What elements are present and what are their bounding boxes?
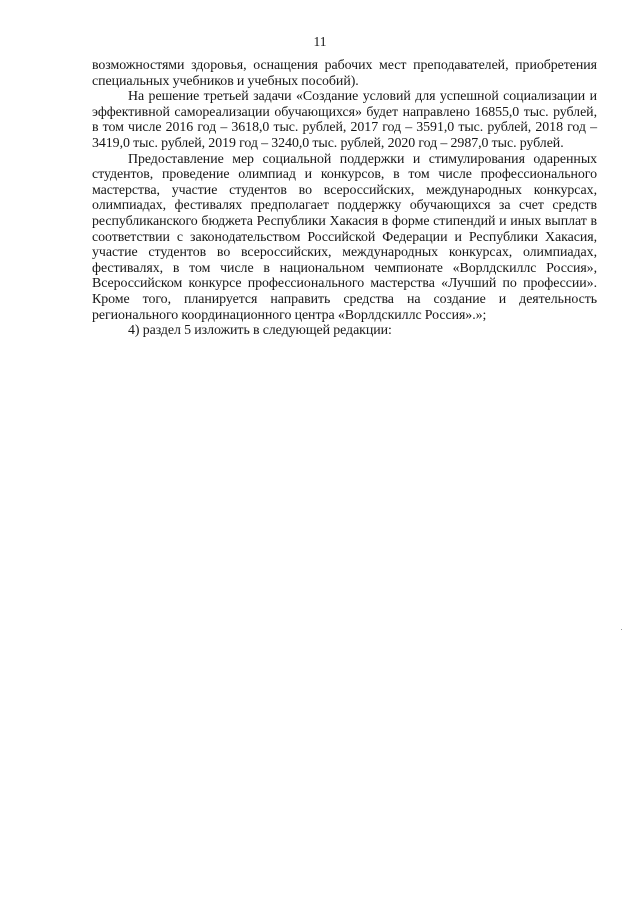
paragraph-section-5-amendment: 4) раздел 5 изложить в следующей редакции: [128,323,392,339]
scan-speck [621,629,622,630]
paragraph-student-support: Предоставление мер социальной поддержки и стимулирования одаренных студентов, проведение олимпиад и конкурсов, в том числе профессионального мастерства, участие студентов во всероссийских, международных конкурсах, олимпиадах, фестивалях предполагает поддержку обучающихся за счет средств республиканского бюджета Республики Хакасия в форме стипендий и иных выплат в соответствии с законодательством Российской Федерации и Республики Хакасия, участие студентов во всероссийских, международных конкурсах, олимпиадах, фестивалях, в том числе в национальном чемпионате «Ворлдскиллс Россия», Всероссийском конкурсе профессионального мастерства «Лучший по профессии». Кроме того, планируется направить средства на создание и деятельность регионального координационного центра «Ворлдскиллс Россия».»; [92,151,597,323]
paragraph-continuation: возможностями здоровья, оснащения рабочих мест преподавателей, приобретения специальных учебников и учебных пособий). [92,58,597,89]
page-number: 11 [313,34,327,49]
document-body [92,58,597,339]
paragraph-third-task-funding: На решение третьей задачи «Создание условий для успешной социализации и эффективной самореализации обучающихся» будет направлено 16855,0 тыс. рублей, в том числе 2016 год – 3618,0 тыс. рублей, 2017 год – 3591,0 тыс. рублей, 2018 год – 3419,0 тыс. рублей, 2019 год – 3240,0 тыс. рублей, 2020 год – 2987,0 тыс. рублей. [92,89,597,151]
